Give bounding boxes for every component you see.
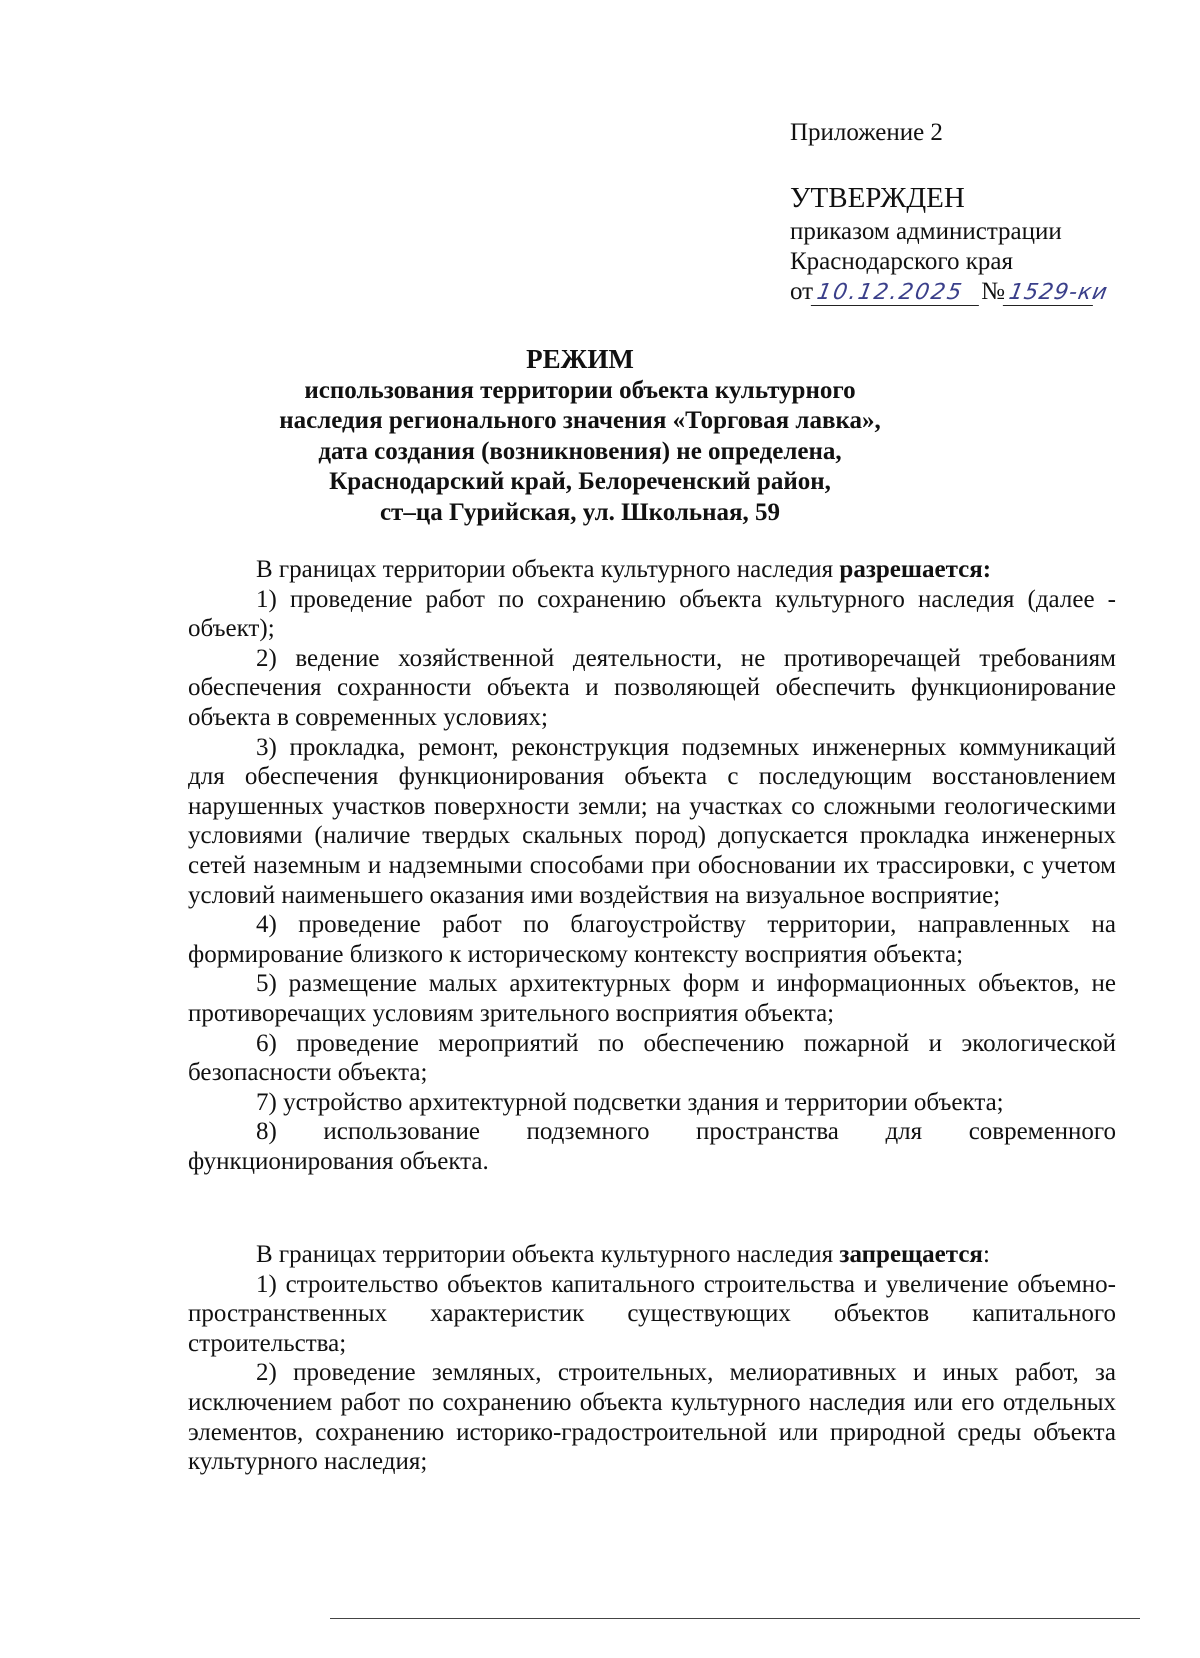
forbidden-lead-end: : <box>982 1241 990 1268</box>
list-item: 7) устройство архитектурной подсветки здания и территории объекта; <box>256 1088 1004 1116</box>
forbidden-lead-text: В границах территории объекта культурного наследия <box>256 1241 840 1268</box>
title-main: РЕЖИМ <box>526 344 634 374</box>
list-item: 2) проведение земляных, строительных, мелиоративных и иных работ, за исключением работ по сохранению объекта культурного наследия или его отдельных элементов, сохранению историко-градостроительной или природной среды объекта культурного наследия; <box>188 1359 1116 1476</box>
title-line: Краснодарский край, Белореченский район, <box>329 468 831 495</box>
allowed-lead-text: В границах территории объекта культурного наследия <box>256 556 840 583</box>
list-item: 1) строительство объектов капитального строительства и увеличение объемно-пространственных характеристик существующих объектов капитального строительства; <box>188 1270 1116 1357</box>
number-label: № <box>981 278 1005 305</box>
allowed-lead-bold: разрешается: <box>839 556 992 583</box>
title-line: наследия регионального значения «Торговая лавка», <box>279 407 881 434</box>
list-item: 4) проведение работ по благоустройству территории, направленных на формирование близкого к историческому контексту восприятия объекта; <box>188 911 1116 968</box>
bottom-divider <box>330 1618 1140 1619</box>
title-line: ст–ца Гурийская, ул. Школьная, 59 <box>379 498 781 526</box>
approved-label: УТВЕРЖДЕН <box>790 182 965 214</box>
approved-by-line2: Краснодарского края <box>790 248 1013 275</box>
list-item: 3) прокладка, ремонт, реконструкция подземных инженерных коммуникаций для обеспечения функционирования объекта с последующим восстановлением нарушенных участков поверхности земли; на участках со сложными геологическими условиями (наличие твердых скальных пород) допускается прокладка инженерных сетей наземным и надземными способами при обосновании их трассировки, с учетом условий наименьшего оказания ими воздействия на визуальное восприятие; <box>188 733 1116 909</box>
list-item: 2) ведение хозяйственной деятельности, не противоречащей требованиям обеспечения сохранности объекта и позволяющей обеспечить функционирование объекта в современных условиях; <box>188 644 1116 731</box>
order-details <box>790 277 1110 307</box>
title-line: использования территории объекта культурного <box>304 376 856 404</box>
approval-stamp <box>790 118 1110 307</box>
list-item: 5) размещение малых архитектурных форм и информационных объектов, не противоречащих условиям зрительного восприятия объекта; <box>188 970 1116 1027</box>
title-line: дата создания (возникновения) не определена, <box>318 437 842 465</box>
list-item: 1) проведение работ по сохранению объекта культурного наследия (далее - объект); <box>188 585 1116 643</box>
document-title <box>250 344 910 528</box>
from-label: от <box>790 278 814 305</box>
order-date: 10.12.2025 <box>811 281 983 306</box>
forbidden-section <box>188 1240 1116 1477</box>
allowed-lead <box>188 555 1116 585</box>
annex-label: Приложение 2 <box>790 119 943 146</box>
order-number: 1529-ки <box>1003 281 1097 306</box>
approved-by-line1: приказом администрации <box>790 218 1062 245</box>
forbidden-lead-bold: запрещается <box>839 1241 983 1268</box>
forbidden-lead <box>188 1240 1116 1270</box>
list-item: 6) проведение мероприятий по обеспечению пожарной и экологической безопасности объекта; <box>188 1029 1116 1087</box>
allowed-section <box>188 555 1116 1176</box>
list-item: 8) использование подземного пространства для современного функционирования объекта. <box>188 1118 1116 1175</box>
